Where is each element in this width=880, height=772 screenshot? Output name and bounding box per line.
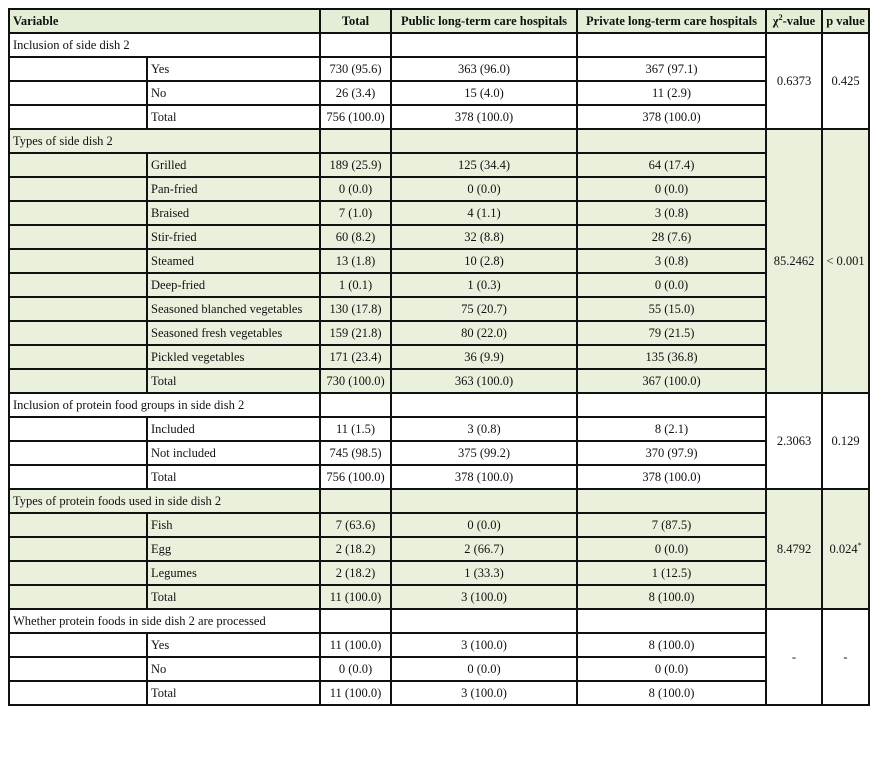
public-value: 125 (34.4) (391, 153, 577, 177)
private-value: 0 (0.0) (577, 273, 766, 297)
indent-cell (9, 57, 147, 81)
indent-cell (9, 225, 147, 249)
total-value: 2 (18.2) (320, 537, 391, 561)
row-label: Not included (147, 441, 320, 465)
p-value (822, 489, 869, 609)
table-row (9, 657, 869, 681)
public-value: 378 (100.0) (391, 465, 577, 489)
p-value-text: 0.024 (829, 542, 858, 557)
private-value: 64 (17.4) (577, 153, 766, 177)
indent-cell (9, 273, 147, 297)
private-value: 8 (2.1) (577, 417, 766, 441)
public-value: 32 (8.8) (391, 225, 577, 249)
header-total: Total (320, 9, 391, 33)
group-title-row (9, 609, 869, 633)
private-value: 370 (97.9) (577, 441, 766, 465)
chi-square-value: 2.3063 (766, 393, 822, 489)
row-label: Pickled vegetables (147, 345, 320, 369)
p-value-text: - (843, 649, 848, 664)
public-value: 3 (100.0) (391, 585, 577, 609)
header-chi-square (766, 9, 822, 33)
row-label: Seasoned fresh vegetables (147, 321, 320, 345)
indent-cell (9, 417, 147, 441)
table-row (9, 441, 869, 465)
total-value: 756 (100.0) (320, 105, 391, 129)
row-label: Braised (147, 201, 320, 225)
row-label: Pan-fried (147, 177, 320, 201)
public-value: 3 (0.8) (391, 417, 577, 441)
table-row (9, 153, 869, 177)
empty-private-cell (577, 129, 766, 153)
public-value: 378 (100.0) (391, 105, 577, 129)
table-row (9, 561, 869, 585)
row-label: Grilled (147, 153, 320, 177)
private-value: 1 (12.5) (577, 561, 766, 585)
table-row (9, 681, 869, 705)
row-label: Total (147, 681, 320, 705)
public-value: 10 (2.8) (391, 249, 577, 273)
indent-cell (9, 681, 147, 705)
chi-suffix: -value (782, 14, 816, 29)
group-title-row (9, 129, 869, 153)
private-value: 8 (100.0) (577, 633, 766, 657)
empty-total-cell (320, 489, 391, 513)
public-value: 36 (9.9) (391, 345, 577, 369)
empty-total-cell (320, 129, 391, 153)
private-value: 79 (21.5) (577, 321, 766, 345)
total-value: 7 (1.0) (320, 201, 391, 225)
group-title-row (9, 33, 869, 57)
table-row (9, 417, 869, 441)
total-value: 26 (3.4) (320, 81, 391, 105)
empty-public-cell (391, 609, 577, 633)
table-row (9, 345, 869, 369)
public-value: 75 (20.7) (391, 297, 577, 321)
public-value: 363 (96.0) (391, 57, 577, 81)
total-value: 11 (1.5) (320, 417, 391, 441)
table-row (9, 249, 869, 273)
public-value: 80 (22.0) (391, 321, 577, 345)
empty-private-cell (577, 33, 766, 57)
p-value-text: 0.129 (831, 433, 860, 448)
empty-total-cell (320, 609, 391, 633)
group-title: Whether protein foods in side dish 2 are processed (9, 609, 320, 633)
chi-square-value: 85.2462 (766, 129, 822, 393)
total-value: 130 (17.8) (320, 297, 391, 321)
row-label: Total (147, 369, 320, 393)
total-value: 11 (100.0) (320, 585, 391, 609)
table-row (9, 81, 869, 105)
group-title: Types of protein foods used in side dish 2 (9, 489, 320, 513)
private-value: 3 (0.8) (577, 249, 766, 273)
row-label: Included (147, 417, 320, 441)
indent-cell (9, 201, 147, 225)
table-row (9, 201, 869, 225)
group-title: Inclusion of protein food groups in side dish 2 (9, 393, 320, 417)
total-value: 756 (100.0) (320, 465, 391, 489)
header-private: Private long-term care hospitals (577, 9, 766, 33)
table-row (9, 633, 869, 657)
table-row (9, 297, 869, 321)
total-value: 730 (95.6) (320, 57, 391, 81)
table-row (9, 273, 869, 297)
empty-total-cell (320, 393, 391, 417)
indent-cell (9, 561, 147, 585)
chi-symbol: χ (772, 14, 779, 29)
empty-public-cell (391, 129, 577, 153)
header-public: Public long-term care hospitals (391, 9, 577, 33)
public-value: 0 (0.0) (391, 177, 577, 201)
indent-cell (9, 249, 147, 273)
group-title-row (9, 393, 869, 417)
private-value: 8 (100.0) (577, 585, 766, 609)
public-value: 375 (99.2) (391, 441, 577, 465)
private-value: 11 (2.9) (577, 81, 766, 105)
significance-mark: * (857, 540, 862, 550)
total-value: 11 (100.0) (320, 633, 391, 657)
indent-cell (9, 537, 147, 561)
row-label: Egg (147, 537, 320, 561)
total-value: 745 (98.5) (320, 441, 391, 465)
row-label: No (147, 657, 320, 681)
empty-private-cell (577, 609, 766, 633)
indent-cell (9, 297, 147, 321)
header-variable: Variable (9, 9, 320, 33)
group-title-row (9, 489, 869, 513)
public-value: 3 (100.0) (391, 681, 577, 705)
private-value: 0 (0.0) (577, 537, 766, 561)
total-value: 1 (0.1) (320, 273, 391, 297)
table-row (9, 105, 869, 129)
table-row (9, 513, 869, 537)
indent-cell (9, 105, 147, 129)
total-value: 2 (18.2) (320, 561, 391, 585)
total-value: 13 (1.8) (320, 249, 391, 273)
indent-cell (9, 81, 147, 105)
indent-cell (9, 321, 147, 345)
total-value: 11 (100.0) (320, 681, 391, 705)
group-title: Inclusion of side dish 2 (9, 33, 320, 57)
private-value: 55 (15.0) (577, 297, 766, 321)
results-table (8, 8, 870, 706)
private-value: 0 (0.0) (577, 177, 766, 201)
private-value: 3 (0.8) (577, 201, 766, 225)
indent-cell (9, 441, 147, 465)
table-row (9, 369, 869, 393)
row-label: Steamed (147, 249, 320, 273)
table-row (9, 585, 869, 609)
private-value: 8 (100.0) (577, 681, 766, 705)
row-label: Total (147, 105, 320, 129)
table-row (9, 177, 869, 201)
private-value: 0 (0.0) (577, 657, 766, 681)
private-value: 28 (7.6) (577, 225, 766, 249)
empty-private-cell (577, 393, 766, 417)
p-value (822, 609, 869, 705)
empty-total-cell (320, 33, 391, 57)
row-label: Legumes (147, 561, 320, 585)
total-value: 60 (8.2) (320, 225, 391, 249)
row-label: No (147, 81, 320, 105)
row-label: Yes (147, 633, 320, 657)
indent-cell (9, 657, 147, 681)
indent-cell (9, 177, 147, 201)
row-label: Seasoned blanched vegetables (147, 297, 320, 321)
public-value: 1 (33.3) (391, 561, 577, 585)
p-value-text: 0.425 (831, 73, 860, 88)
indent-cell (9, 153, 147, 177)
public-value: 363 (100.0) (391, 369, 577, 393)
header-row (9, 9, 869, 33)
empty-public-cell (391, 489, 577, 513)
table-body (9, 33, 869, 705)
table-row (9, 225, 869, 249)
private-value: 367 (97.1) (577, 57, 766, 81)
indent-cell (9, 345, 147, 369)
p-value (822, 129, 869, 393)
row-label: Fish (147, 513, 320, 537)
public-value: 0 (0.0) (391, 513, 577, 537)
chi-square-value: - (766, 609, 822, 705)
private-value: 378 (100.0) (577, 105, 766, 129)
group-title: Types of side dish 2 (9, 129, 320, 153)
total-value: 7 (63.6) (320, 513, 391, 537)
empty-public-cell (391, 393, 577, 417)
indent-cell (9, 633, 147, 657)
indent-cell (9, 513, 147, 537)
p-value-text: < 0.001 (826, 253, 865, 268)
empty-private-cell (577, 489, 766, 513)
private-value: 135 (36.8) (577, 345, 766, 369)
indent-cell (9, 369, 147, 393)
row-label: Total (147, 585, 320, 609)
private-value: 7 (87.5) (577, 513, 766, 537)
total-value: 0 (0.0) (320, 177, 391, 201)
p-value (822, 33, 869, 129)
total-value: 171 (23.4) (320, 345, 391, 369)
total-value: 730 (100.0) (320, 369, 391, 393)
private-value: 367 (100.0) (577, 369, 766, 393)
public-value: 15 (4.0) (391, 81, 577, 105)
p-value (822, 393, 869, 489)
table-row (9, 57, 869, 81)
public-value: 4 (1.1) (391, 201, 577, 225)
header-p-value: p value (822, 9, 869, 33)
public-value: 3 (100.0) (391, 633, 577, 657)
chi-square-value: 0.6373 (766, 33, 822, 129)
empty-public-cell (391, 33, 577, 57)
public-value: 2 (66.7) (391, 537, 577, 561)
row-label: Total (147, 465, 320, 489)
table-row (9, 465, 869, 489)
private-value: 378 (100.0) (577, 465, 766, 489)
public-value: 1 (0.3) (391, 273, 577, 297)
total-value: 0 (0.0) (320, 657, 391, 681)
table-row (9, 321, 869, 345)
table-row (9, 537, 869, 561)
chi-exponent: 2 (778, 12, 783, 22)
chi-square-value: 8.4792 (766, 489, 822, 609)
row-label: Deep-fried (147, 273, 320, 297)
row-label: Yes (147, 57, 320, 81)
total-value: 159 (21.8) (320, 321, 391, 345)
indent-cell (9, 585, 147, 609)
public-value: 0 (0.0) (391, 657, 577, 681)
indent-cell (9, 465, 147, 489)
row-label: Stir-fried (147, 225, 320, 249)
total-value: 189 (25.9) (320, 153, 391, 177)
